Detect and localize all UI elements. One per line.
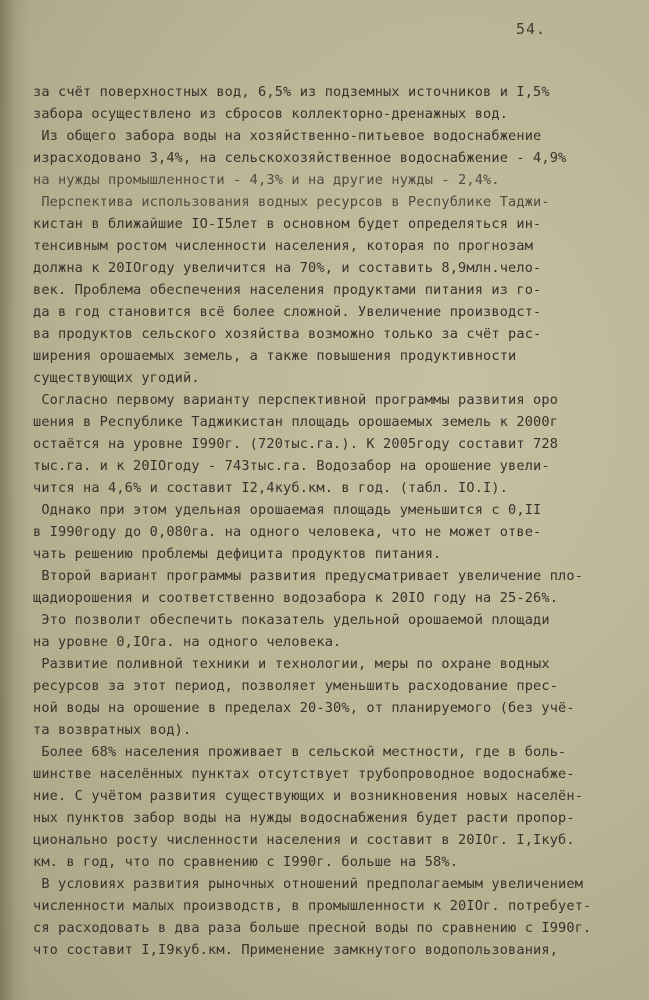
text-line: Перспектива использования водных ресурсов в Республике Таджи- — [33, 194, 550, 210]
text-line: шинстве населённых пунктах отсутствует трубопроводное водоснабже- — [33, 766, 575, 782]
text-line: ресурсов за этот период, позволяет уменьшить расходование прес- — [33, 678, 559, 694]
text-line: ся расходовать в два раза больше пресной воды по сравнению с I990г. — [33, 920, 592, 936]
text-line: на уровне 0,IOга. на одного человека. — [33, 634, 342, 650]
text-line: тыс.га. и к 20IOгоду - 743тыс.га. Водозабор на орошение увели- — [33, 458, 550, 474]
text-line: В условиях развития рыночных отношений предполагаемым увеличением — [33, 876, 584, 892]
text-line: кистан в ближайшие IO-I5лет в основном будет определяться ин- — [33, 216, 542, 232]
text-line: израсходовано 3,4%, на сельскохозяйственное водоснабжение - 4,9% — [33, 150, 567, 166]
text-line: Согласно первому варианту перспективной программы развития оро — [33, 392, 559, 408]
text-line: в I990году до 0,080га. на одного человека, что не может отве- — [33, 524, 542, 540]
text-line: век. Проблема обеспечения населения продуктами питания из го- — [33, 282, 542, 298]
text-line: Второй вариант программы развития предусматривает увеличение пло- — [33, 568, 584, 584]
text-line: ва продуктов сельского хозяйства возможно только за счёт рас- — [33, 326, 542, 342]
page-number: 54. — [516, 20, 547, 38]
text-line: ширения орошаемых земель, а также повышения продуктивности — [33, 348, 517, 364]
text-line: да в год становится всё более сложной. Увеличение производст- — [33, 304, 542, 320]
text-line: ных пунктов забор воды на нужды водоснабжения будет расти пропор- — [33, 810, 575, 826]
text-line: что составит I,I9куб.км. Применение замкнутого водопользования, — [33, 942, 559, 958]
text-line: та возвратных вод). — [33, 722, 192, 738]
text-line: щадиорошения и соответственно водозабора к 20IO году на 25-26%. — [33, 590, 559, 606]
text-line: за счёт поверхностных вод, 6,5% из подземных источников и I,5% — [33, 84, 550, 100]
text-line: тенсивным ростом численности населения, которая по прогнозам — [33, 238, 534, 254]
text-line: ционально росту численности населения и составит в 20IOг. I,Iкуб. — [33, 832, 575, 848]
text-line: Однако при этом удельная орошаемая площадь уменьшится с 0,II — [33, 502, 542, 518]
text-line: Развитие поливной техники и технологии, меры по охране водных — [33, 656, 550, 672]
text-line: ной воды на орошение в пределах 20-30%, от планируемого (без учё- — [33, 700, 575, 716]
text-line: должна к 20IOгоду увеличится на 70%, и составить 8,9млн.чело- — [33, 260, 542, 276]
text-line: Это позволит обеспечить показатель удельной орошаемой площади — [33, 612, 550, 628]
text-line: чится на 4,6% и составит I2,4куб.км. в год. (табл. IO.I). — [33, 480, 509, 496]
text-line: на нужды промышленности - 4,3% и на другие нужды - 2,4%. — [33, 172, 500, 188]
text-line: остаётся на уровне I990г. (720тыс.га.). К 2005году составит 728 — [33, 436, 559, 452]
text-line: шения в Республике Таджикистан площадь орошаемых земель к 2000г — [33, 414, 559, 430]
text-line: численности малых производств, в промышленности к 20IOг. потребует- — [33, 898, 592, 914]
text-line: существующих угодий. — [33, 370, 200, 386]
text-line: ние. С учётом развития существующих и возникновения новых населён- — [33, 788, 584, 804]
text-line: чать решению проблемы дефицита продуктов питания. — [33, 546, 442, 562]
text-line: км. в год, что по сравнению с I990г. больше на 58%. — [33, 854, 459, 870]
text-line: забора осуществлено из сбросов коллекторно-дренажных вод. — [33, 106, 509, 122]
text-line: Более 68% населения проживает в сельской местности, где в боль- — [33, 744, 567, 760]
text-line: Из общего забора воды на хозяйственно-питьевое водоснабжение — [33, 128, 542, 144]
